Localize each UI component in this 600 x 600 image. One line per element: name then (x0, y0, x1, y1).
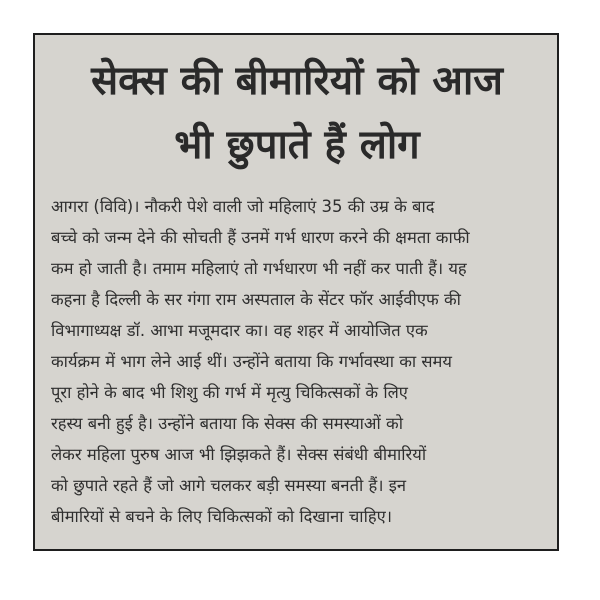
headline-line-2: भी छुपाते हैं लोग (174, 122, 420, 168)
article-body (51, 191, 543, 532)
article-line: कार्यक्रम में भाग लेने आई थीं। उन्होंने बताया कि गर्भावस्था का समय (51, 352, 452, 371)
article-line: को छुपाते रहते हैं जो आगे चलकर बड़ी समस्या बनती हैं। इन (51, 476, 407, 495)
article-line: बीमारियों से बचने के लिए चिकित्सकों को दिखाना चाहिए। (51, 507, 392, 526)
article-line: कम हो जाती है। तमाम महिलाएं तो गर्भधारण भी नहीं कर पाती हैं। यह (51, 259, 467, 278)
article-line: आगरा (विवि)। नौकरी पेशे वाली जो महिलाएं 35 की उम्र के बाद (51, 197, 435, 216)
article-line: विभागाध्यक्ष डॉ. आभा मजूमदार का। वह शहर में आयोजित एक (51, 321, 428, 340)
headline (51, 49, 543, 177)
headline-line-1: सेक्स की बीमारियों को आज (91, 58, 503, 104)
article-line: लेकर महिला पुरुष आज भी झिझकते हैं। सेक्स संबंधी बीमारियों (51, 445, 427, 464)
article-line: पूरा होने के बाद भी शिशु की गर्भ में मृत्यु चिकित्सकों के लिए (51, 383, 408, 402)
newspaper-clipping (33, 33, 559, 551)
article-line: कहना है दिल्ली के सर गंगा राम अस्पताल के सेंटर फॉर आईवीएफ की (51, 290, 461, 309)
article-line: रहस्य बनी हुई है। उन्होंने बताया कि सेक्स की समस्याओं को (51, 414, 403, 433)
article-line: बच्चे को जन्म देने की सोचती हैं उनमें गर्भ धारण करने की क्षमता काफी (51, 228, 470, 247)
